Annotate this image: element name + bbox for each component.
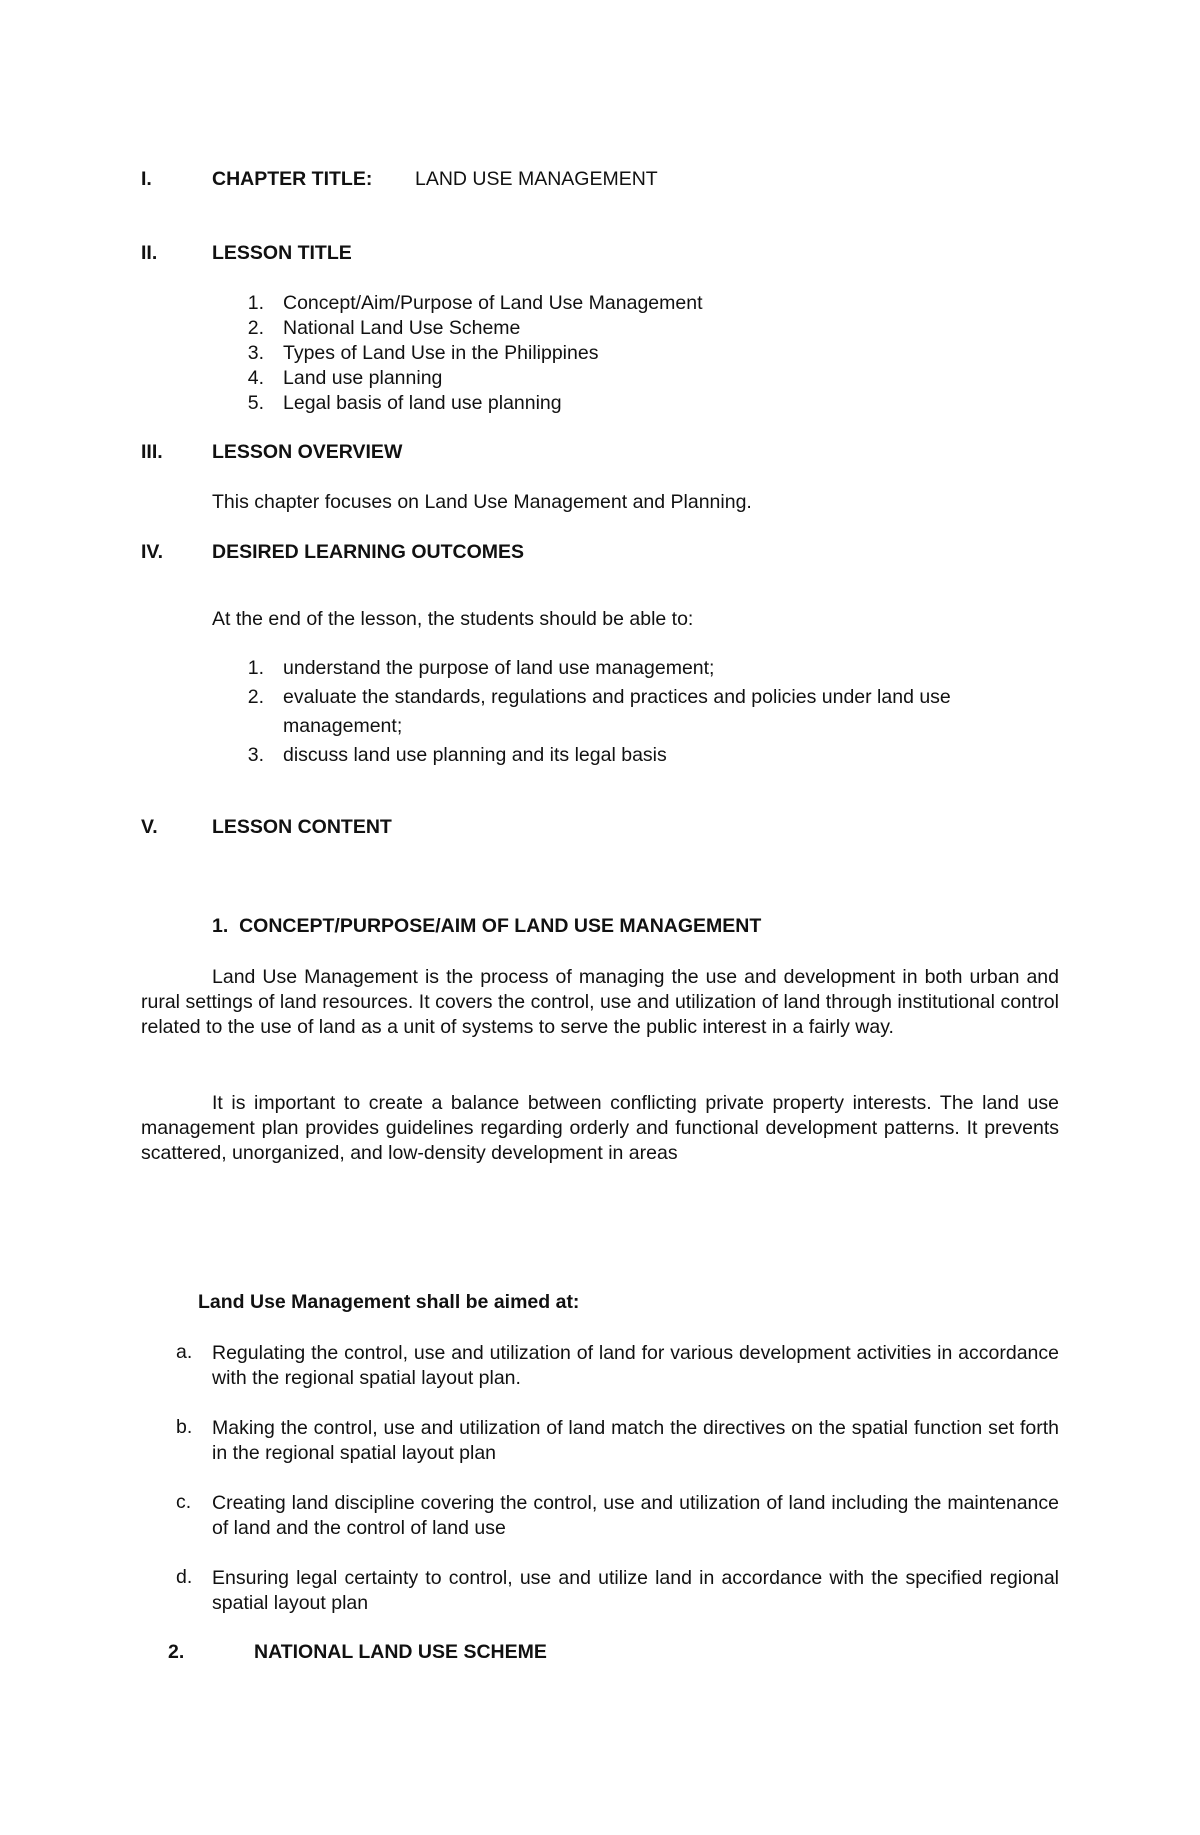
section-numeral: IV.	[141, 541, 164, 563]
list-number: 1.	[247, 292, 264, 314]
list-number: 3.	[247, 342, 264, 364]
aim-item: Regulating the control, use and utilization of land for various development activities in accordance with the regional spatial layout plan.	[212, 1342, 1059, 1389]
section-numeral: III.	[141, 441, 163, 463]
list-number: 4.	[247, 367, 264, 389]
list-number: 3.	[247, 744, 264, 766]
list-number: 2.	[247, 317, 264, 339]
aim-item: Making the control, use and utilization of land match the directives on the spatial function set forth in the regional spatial layout plan	[212, 1417, 1059, 1464]
lesson-content-heading: LESSON CONTENT	[212, 816, 392, 838]
list-item: Types of Land Use in the Philippines	[283, 342, 599, 364]
section-numeral: I.	[141, 168, 152, 190]
list-number: 2.	[247, 686, 264, 708]
paragraph-text: Land Use Management is the process of managing the use and development in both urban and rural settings of land resources. It covers the control, use and utilization of land through institutional control related to the use of land as a unit of systems to serve the public interest in a fairly way.	[141, 966, 1059, 1038]
list-letter: a.	[176, 1341, 193, 1363]
paragraph-text: It is important to create a balance between conflicting private property interests. The land use management plan provides guidelines regarding orderly and functional development patterns. It prevents scattered, unorganized, and low-density development in areas	[141, 1092, 1059, 1164]
section-numeral: V.	[141, 816, 158, 838]
list-item-continuation: management;	[283, 715, 403, 737]
list-item: National Land Use Scheme	[283, 317, 521, 339]
list-number: 1.	[247, 657, 264, 679]
lesson-overview-heading: LESSON OVERVIEW	[212, 441, 403, 463]
learning-outcomes-intro: At the end of the lesson, the students should be able to:	[212, 608, 694, 630]
list-letter: c.	[176, 1491, 192, 1513]
subsection-number: 2.	[168, 1641, 185, 1663]
list-item: Land use planning	[283, 367, 443, 389]
subsection-heading: 1. CONCEPT/PURPOSE/AIM OF LAND USE MANAGEMENT	[212, 915, 762, 937]
subsection-heading: NATIONAL LAND USE SCHEME	[254, 1641, 547, 1663]
chapter-title-label: CHAPTER TITLE:	[212, 168, 373, 190]
lesson-title-heading: LESSON TITLE	[212, 242, 352, 264]
lesson-overview-text: This chapter focuses on Land Use Management and Planning.	[212, 491, 752, 513]
list-item: discuss land use planning and its legal basis	[283, 744, 667, 766]
list-letter: d.	[176, 1566, 193, 1588]
paragraph	[141, 1091, 1059, 1166]
aim-item: Creating land discipline covering the control, use and utilization of land including the maintenance of land and the control of land use	[212, 1492, 1059, 1539]
list-item: Legal basis of land use planning	[283, 392, 562, 414]
chapter-title-value: LAND USE MANAGEMENT	[415, 168, 658, 190]
aims-heading: Land Use Management shall be aimed at:	[198, 1291, 580, 1313]
list-number: 5.	[247, 392, 264, 414]
list-item: understand the purpose of land use management;	[283, 657, 715, 679]
list-item: Concept/Aim/Purpose of Land Use Management	[283, 292, 703, 314]
paragraph	[141, 965, 1059, 1040]
aim-item: Ensuring legal certainty to control, use and utilize land in accordance with the specified regional spatial layout plan	[212, 1567, 1059, 1614]
learning-outcomes-heading: DESIRED LEARNING OUTCOMES	[212, 541, 525, 563]
list-letter: b.	[176, 1416, 193, 1438]
section-numeral: II.	[141, 242, 158, 264]
list-item: evaluate the standards, regulations and practices and policies under land use	[283, 686, 951, 708]
